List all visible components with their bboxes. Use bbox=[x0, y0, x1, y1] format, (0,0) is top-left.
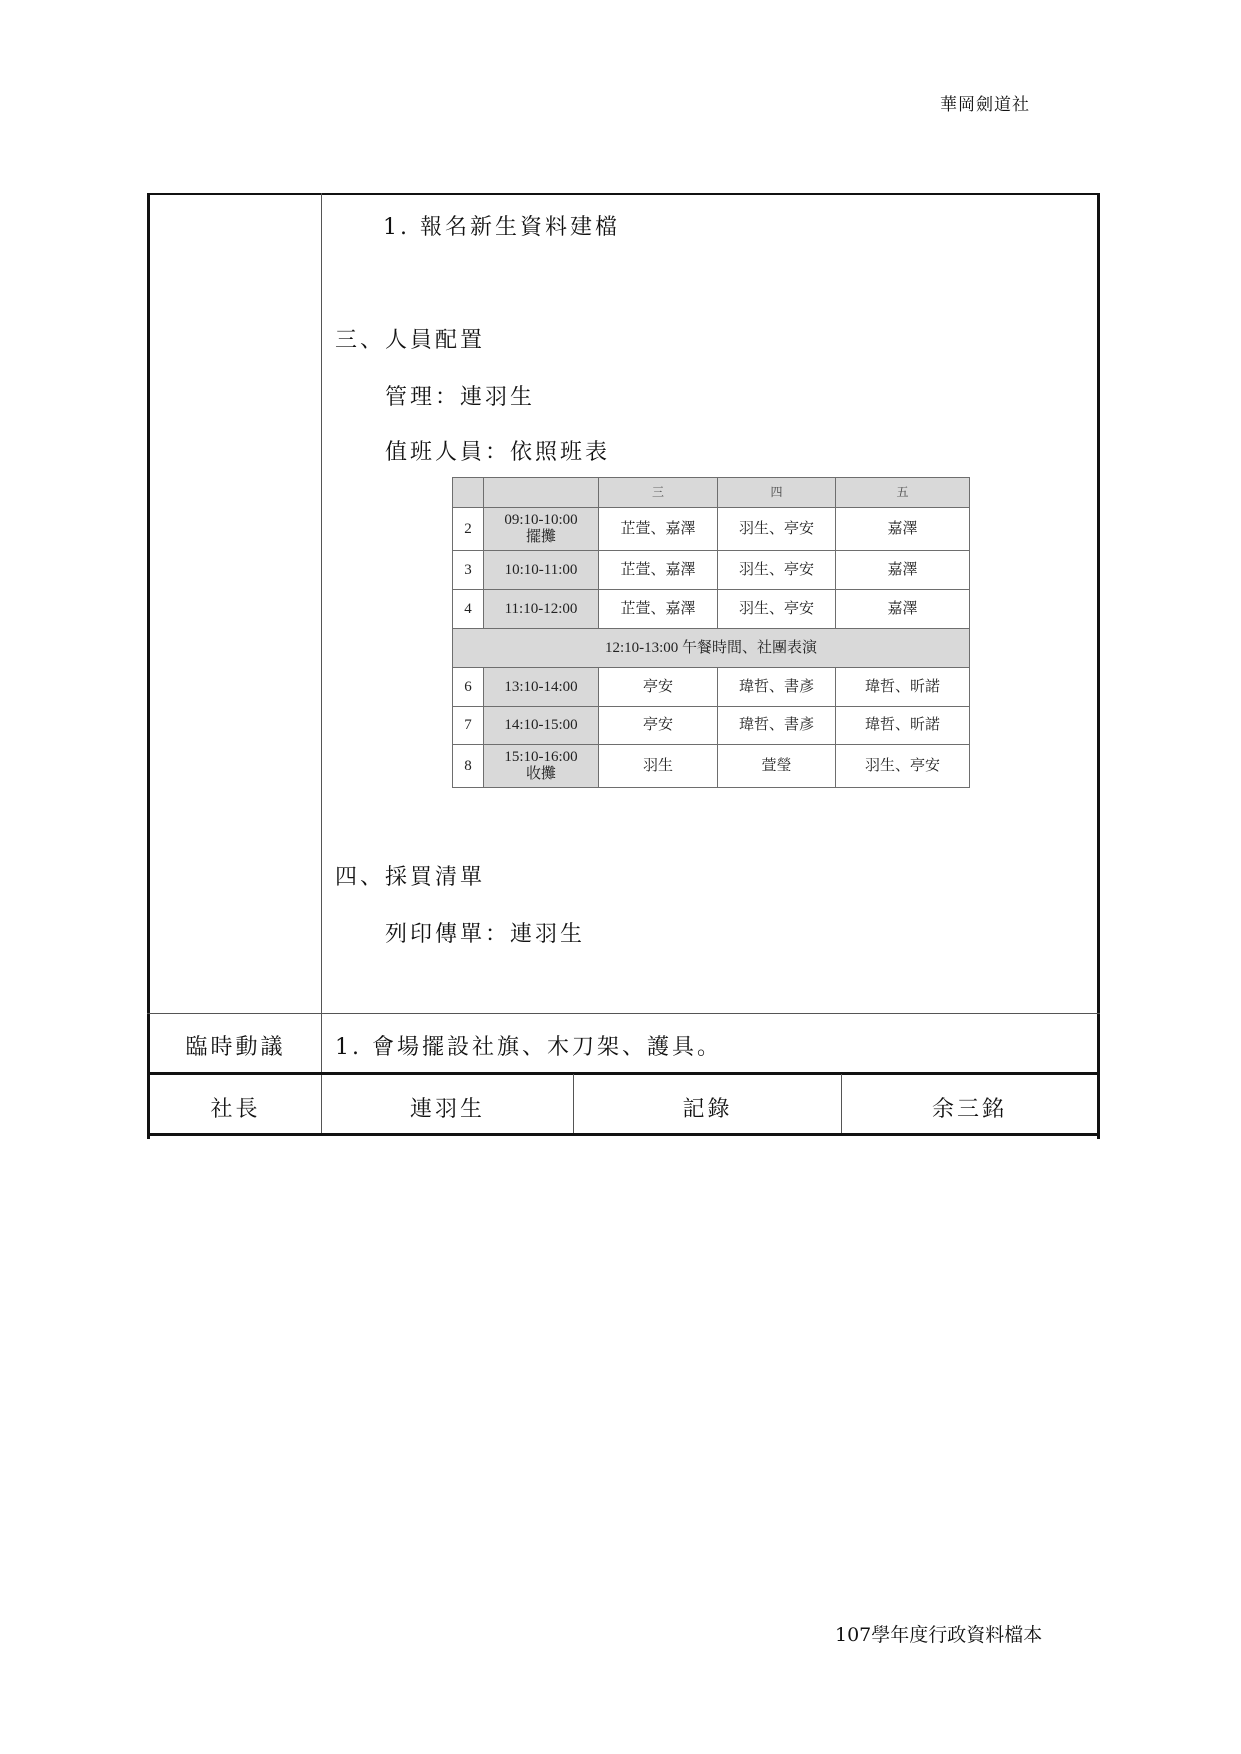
period-number: 6 bbox=[453, 668, 484, 707]
time-range: 09:10-10:00 bbox=[504, 512, 578, 528]
manager-line: 管理：連羽生 bbox=[385, 385, 536, 410]
duty-cell: 瑋哲、書彥 bbox=[718, 668, 836, 707]
period-number: 2 bbox=[453, 508, 484, 551]
duty-cell: 亭安 bbox=[599, 668, 718, 707]
duty-cell: 羽生、亭安 bbox=[718, 551, 836, 590]
motion-text: 1. 會場擺設社旗、木刀架、護具。 bbox=[335, 1035, 722, 1060]
item-new-member-registration: 1. 報名新生資料建檔 bbox=[383, 215, 620, 240]
president-label: 社長 bbox=[210, 1097, 261, 1122]
duty-cell: 羽生、亭安 bbox=[718, 508, 836, 551]
duty-schedule-table bbox=[452, 477, 970, 788]
duty-cell: 亭安 bbox=[599, 707, 718, 745]
duty-cell: 嘉澤 bbox=[836, 508, 970, 551]
header-cell-time bbox=[484, 478, 599, 508]
president-name: 連羽生 bbox=[409, 1097, 485, 1122]
period-time: 11:10-12:00 bbox=[484, 590, 599, 629]
print-flyer-line: 列印傳單：連羽生 bbox=[385, 922, 586, 947]
header-cell-fri: 五 bbox=[836, 478, 970, 508]
duty-cell: 瑋哲、書彥 bbox=[718, 707, 836, 745]
lunch-break-cell: 12:10-13:00 午餐時間、社團表演 bbox=[453, 629, 970, 668]
schedule-row bbox=[453, 590, 970, 629]
period-number: 7 bbox=[453, 707, 484, 745]
duty-cell: 嘉澤 bbox=[836, 590, 970, 629]
footer-text: 107學年度行政資料檔本 bbox=[835, 1624, 1043, 1646]
duty-cell: 羽生、亭安 bbox=[836, 745, 970, 788]
schedule-row bbox=[453, 668, 970, 707]
recorder-name: 余三銘 bbox=[931, 1097, 1007, 1122]
motion-label: 臨時動議 bbox=[185, 1035, 286, 1060]
duty-staff-line: 值班人員：依照班表 bbox=[385, 440, 611, 465]
lunch-row bbox=[453, 629, 970, 668]
recorder-label: 記錄 bbox=[682, 1097, 733, 1122]
schedule-row bbox=[453, 707, 970, 745]
time-range: 15:10-16:00 bbox=[504, 749, 578, 765]
organization-header: 華岡劍道社 bbox=[940, 95, 1030, 115]
period-time: 14:10-15:00 bbox=[484, 707, 599, 745]
duty-cell: 嘉澤 bbox=[836, 551, 970, 590]
duty-cell: 瑋哲、昕諾 bbox=[836, 707, 970, 745]
duty-cell: 芷萱、嘉澤 bbox=[599, 551, 718, 590]
duty-cell: 萱瑩 bbox=[718, 745, 836, 788]
period-time bbox=[484, 745, 599, 788]
period-time: 10:10-11:00 bbox=[484, 551, 599, 590]
schedule-row bbox=[453, 508, 970, 551]
header-cell-wed: 三 bbox=[599, 478, 718, 508]
section-purchase-title: 四、採買清單 bbox=[335, 865, 486, 890]
schedule-row bbox=[453, 551, 970, 590]
period-time bbox=[484, 508, 599, 551]
header-cell-thu: 四 bbox=[718, 478, 836, 508]
duty-cell: 瑋哲、昕諾 bbox=[836, 668, 970, 707]
time-note: 收攤 bbox=[525, 766, 556, 782]
schedule-header-row bbox=[453, 478, 970, 508]
duty-cell: 羽生 bbox=[599, 745, 718, 788]
period-number: 4 bbox=[453, 590, 484, 629]
period-number: 8 bbox=[453, 745, 484, 788]
period-number: 3 bbox=[453, 551, 484, 590]
section-staffing-title: 三、人員配置 bbox=[335, 328, 486, 353]
header-cell-index bbox=[453, 478, 484, 508]
duty-cell: 芷萱、嘉澤 bbox=[599, 508, 718, 551]
duty-cell: 芷萱、嘉澤 bbox=[599, 590, 718, 629]
time-note: 擺攤 bbox=[525, 529, 556, 545]
schedule-row bbox=[453, 745, 970, 788]
duty-cell: 羽生、亭安 bbox=[718, 590, 836, 629]
period-time: 13:10-14:00 bbox=[484, 668, 599, 707]
